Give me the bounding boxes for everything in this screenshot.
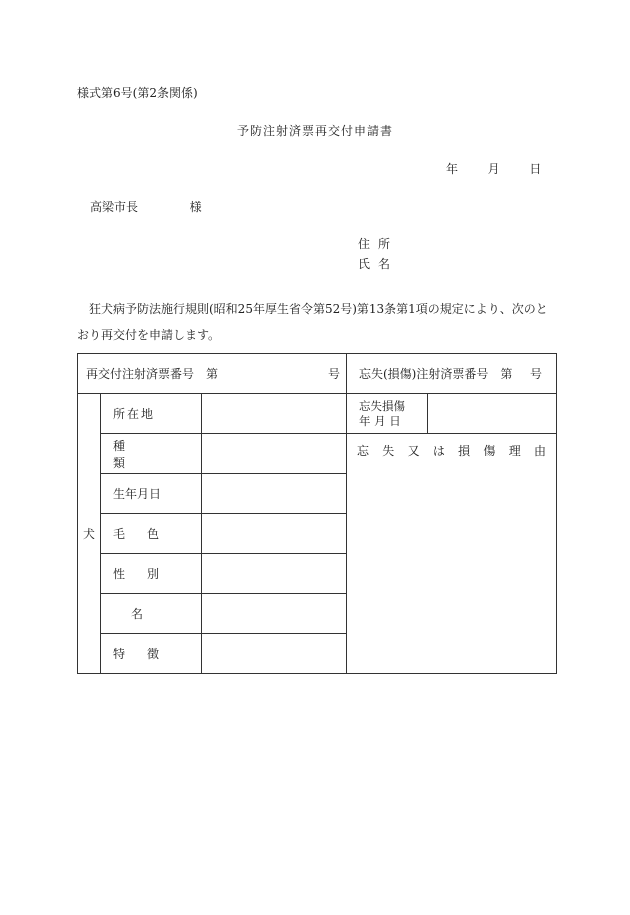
- date-line: [446, 160, 541, 177]
- lost-number-suffix: 号: [529, 367, 542, 381]
- lost-date-label-line1: 忘失損傷: [359, 398, 405, 413]
- field-type-input[interactable]: [202, 434, 347, 474]
- dog-label: 犬: [78, 394, 101, 674]
- body-text: 狂犬病予防法施行規則(昭和25年厚生省令第52号)第13条第1項の規定により、次のとおり再交付を申請します。: [77, 302, 548, 342]
- field-name-label: 名: [101, 594, 202, 634]
- day-label: 日: [529, 162, 542, 176]
- field-sex-input[interactable]: [202, 554, 347, 594]
- addressee-honorific: 様: [189, 200, 202, 214]
- form-number: 様式第6号(第2条関係): [77, 86, 198, 100]
- field-type-label: [101, 434, 202, 474]
- month-label: 月: [487, 162, 500, 176]
- lost-date-label-line2: 年 月 日: [359, 413, 401, 428]
- lost-date-label: [347, 394, 428, 434]
- lost-number-cell[interactable]: [347, 354, 557, 394]
- field-features-label: 特徴: [101, 634, 202, 674]
- field-sex-label: 性別: [101, 554, 202, 594]
- document-title: 予防注射済票再交付申請書: [236, 124, 393, 138]
- year-label: 年: [446, 162, 459, 176]
- reissue-number-suffix: 号: [327, 367, 340, 381]
- reissue-number-cell[interactable]: [78, 354, 347, 394]
- field-name-input[interactable]: [202, 594, 347, 634]
- field-features-input[interactable]: [202, 634, 347, 674]
- addressee-name: 高梁市長: [90, 200, 139, 214]
- field-birth-input[interactable]: [202, 474, 347, 514]
- field-location-input[interactable]: [202, 394, 347, 434]
- field-color-input[interactable]: [202, 514, 347, 554]
- application-table: [77, 353, 557, 674]
- field-color-label: 毛色: [101, 514, 202, 554]
- address-label: 住所: [358, 237, 399, 251]
- field-type-text: 種類: [113, 438, 148, 470]
- name-label: 氏名: [358, 257, 399, 271]
- field-location-label: 所在地: [101, 394, 202, 434]
- reissue-number-label: 再交付注射済票番号 第: [86, 367, 219, 381]
- lost-date-input[interactable]: [428, 394, 557, 434]
- reason-cell[interactable]: [347, 434, 557, 674]
- field-birth-label: 生年月日: [101, 474, 202, 514]
- reason-label: 忘 失 又 は 損 傷 理 由: [357, 444, 546, 458]
- lost-number-label: 忘失(損傷)注射済票番号 第: [359, 367, 513, 381]
- addressee: [90, 198, 202, 215]
